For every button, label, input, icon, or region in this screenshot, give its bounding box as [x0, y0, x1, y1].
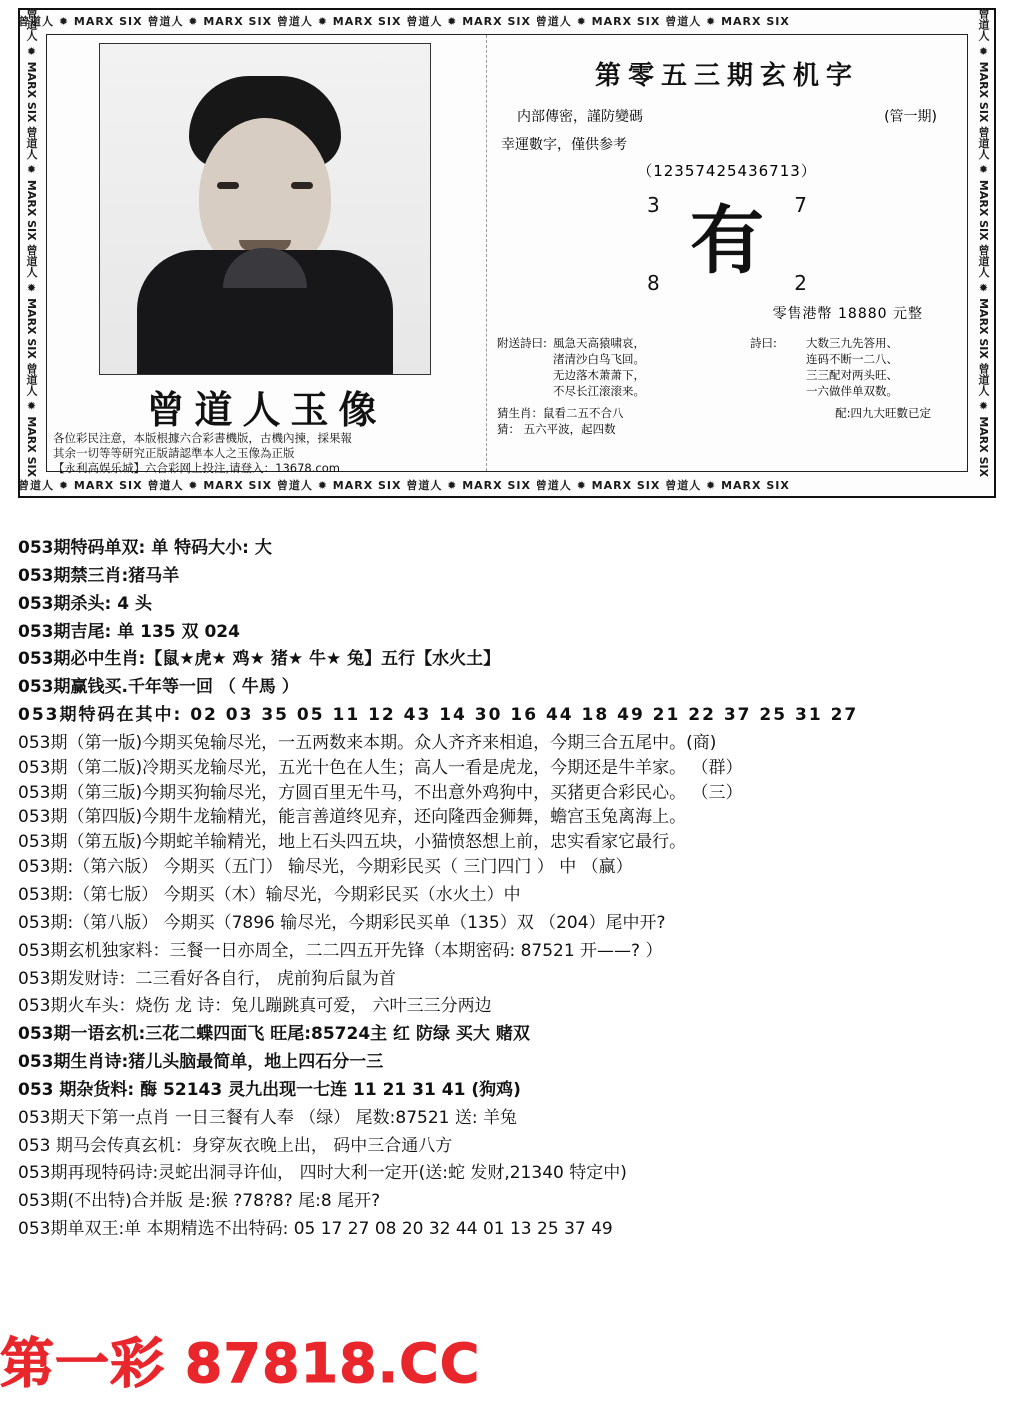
issue-subtitle-left: 内部傳密，謹防變碼	[517, 109, 643, 125]
poem-right-line-2: 连码不断一二八、	[806, 352, 898, 366]
poem-left	[497, 335, 750, 399]
lucky-numbers: （12357425436713）	[637, 162, 817, 180]
poem-left-line-3: 无边落木萧萧下，	[553, 368, 645, 382]
prediction-row: 053期一语玄机:三花二蝶四面飞 旺尾:85724主 红 防绿 买大 赌双	[18, 1024, 530, 1045]
poem-right-label: 詩曰:	[750, 336, 777, 350]
poem-left-line-4: 不尽长江滚滚来。	[553, 384, 645, 398]
guess-right-line-1: 配:四九大旺數已定	[835, 406, 931, 420]
glyph-number-bottom-right: 2	[794, 271, 807, 295]
prediction-row: 053期发财诗：二三看好各自行， 虎前狗后鼠为首	[18, 968, 396, 989]
prediction-row: 053期（第五版)今期蛇羊输精光，地上石头四五块，小猫愤怒想上前，忠实看家它最行。	[18, 832, 687, 853]
portrait-photo	[99, 43, 431, 375]
issue-title: 第零五三期玄机字	[594, 61, 859, 91]
prediction-row: 053期赢钱买.千年等一回 （ 牛馬 ）	[18, 677, 299, 698]
glyph-number-bottom-left: 8	[647, 271, 660, 295]
guess-right	[835, 405, 957, 437]
poster-left-notes	[53, 431, 482, 476]
prediction-row: 053期:（第六版） 今期买（五门） 输尽光，今期彩民买（ 三门四门 ） 中 （赢）	[18, 857, 633, 878]
prediction-row: 053期吉尾: 单 135 双 024	[18, 621, 240, 642]
prediction-row: 053期:（第七版） 今期买（木）输尽光，今期彩民买（水火土）中	[18, 884, 521, 905]
guess-left-line-1: 猜生肖：鼠看二五不合八	[497, 406, 624, 420]
poster-right-pane	[487, 35, 967, 471]
poem-left-line-2: 渚清沙白鸟飞回。	[553, 352, 645, 366]
poem-right-line-3: 三三配对两头旺、	[806, 368, 898, 382]
poster-left-pane	[47, 35, 487, 475]
poem-section	[497, 335, 957, 399]
poster-inner	[46, 34, 968, 475]
poem-left-label: 附送詩曰:	[497, 336, 547, 350]
poem-left-line-1: 風急天高猿啸哀，	[553, 336, 645, 350]
marquee-right: 曾道人 ✹ MARX SIX 曾道人 ✹ MARX SIX 曾道人 ✹ MARX SIX 曾道人 ✹ MARX SIX	[977, 8, 990, 478]
guess-section	[497, 405, 957, 437]
poem-left-lines	[553, 335, 645, 399]
mystic-character: 有	[690, 198, 764, 284]
prediction-list	[18, 540, 1003, 1249]
portrait-title: 曾道人玉像	[146, 387, 387, 432]
poem-right-line-1: 大数三九先答用、	[806, 336, 898, 350]
prediction-row: 053期（第二版)冷期买龙输尽光，五光十色在人生；高人一看是虎龙，今期还是牛羊家。 （群）	[18, 757, 743, 778]
glyph-box	[497, 185, 957, 301]
price-label: 零售港幣 18880 元整	[772, 306, 923, 322]
prediction-row: 053期(不出特)合并版 是:猴 ?78?8? 尾:8 尾开?	[18, 1191, 381, 1212]
lucky-line: 幸運數字，僅供参考	[501, 137, 627, 153]
poem-right-line-4: 一六做伴单双数。	[806, 384, 898, 398]
poem-right-lines	[806, 335, 898, 399]
marquee-left: 曾道人 ✹ MARX SIX 曾道人 ✹ MARX SIX 曾道人 ✹ MARX SIX 曾道人 ✹ MARX SIX	[25, 8, 38, 478]
prediction-row: 053 期杂货料: 酶 52143 灵九出现一七连 11 21 31 41 (狗鸡)	[18, 1079, 521, 1100]
prediction-row: 053期杀头: 4 头	[18, 593, 152, 614]
prediction-row: 053期天下第一点肖 一日三餐有人奉 （绿） 尾数:87521 送: 羊兔	[18, 1107, 518, 1128]
prediction-row: 053期:（第八版） 今期买（7896 输尽光，今期彩民买单（135）双 （204）尾中开?	[18, 912, 666, 933]
guess-left-line-2: 猜： 五六平波，起四数	[497, 422, 616, 436]
glyph-number-top-right: 7	[794, 193, 807, 217]
prediction-row: 053期（第四版)今期牛龙输精光，能言善道终见弃，还向隆西金狮舞，蟾宫玉兔离海上。	[18, 807, 687, 828]
note-line-3: 【永利高娱乐城】六合彩网上投注,请登入：13678.com	[53, 461, 340, 475]
prediction-row: 053期（第一版)今期买兔输尽光，一五两数来本期。众人齐齐来相追，今期三合五尾中。(商)	[18, 732, 717, 753]
note-line-2: 其余一切等等研究正版請認準本人之玉像為正版	[53, 446, 295, 460]
prediction-row: 053期火车头：烧伤 龙 诗：兔儿蹦跳真可爱， 六叶三三分两边	[18, 996, 492, 1017]
marquee-bottom: 曾道人 ✹ MARX SIX 曾道人 ✹ MARX SIX 曾道人 ✹ MARX SIX 曾道人 ✹ MARX SIX 曾道人 ✹ MARX SIX 曾道人 ✹ MARX SIX	[18, 479, 790, 492]
glyph-number-top-left: 3	[647, 193, 660, 217]
prediction-row: 053期单双王:单 本期精选不出特码: 05 17 27 08 20 32 44 01 13 25 37 49	[18, 1219, 613, 1240]
note-line-1: 各位彩民注意，本版根據六合彩書機版，古機內揀，採果報	[53, 431, 352, 445]
prediction-row: 053期禁三肖:猪马羊	[18, 565, 180, 586]
prediction-row: 053 期马会传真玄机：身穿灰衣晚上出， 码中三合通八方	[18, 1135, 453, 1156]
portrait-image	[100, 44, 430, 374]
issue-subtitle-right: (管一期)	[884, 109, 937, 125]
prediction-row: 053期（第三版)今期买狗输尽光，方圆百里无牛马，不出意外鸡狗中，买猪更合彩民心。 （三）	[18, 782, 743, 803]
poem-right	[750, 335, 957, 399]
poster-banner	[18, 8, 996, 498]
prediction-row: 053期特码在其中: 02 03 35 05 11 12 43 14 30 16 44 18 49 21 22 37 25 31 27	[18, 705, 859, 726]
prediction-row: 053期必中生肖:【鼠★虎★ 鸡★ 猪★ 牛★ 兔】五行【水火土】	[18, 649, 501, 670]
site-watermark: 第一彩 87818.CC	[0, 1332, 481, 1395]
prediction-row: 053期特码单双: 单 特码大小: 大	[18, 538, 272, 558]
guess-left	[497, 405, 624, 437]
marquee-top: 曾道人 ✹ MARX SIX 曾道人 ✹ MARX SIX 曾道人 ✹ MARX SIX 曾道人 ✹ MARX SIX 曾道人 ✹ MARX SIX 曾道人 ✹ MARX SIX	[18, 15, 790, 28]
portrait-eye-left	[217, 182, 239, 189]
prediction-row: 053期生肖诗:猪儿头脑最简单，地上四石分一三	[18, 1052, 384, 1073]
prediction-row: 053期玄机独家料：三餐一日亦周全，二二四五开先锋（本期密码: 87521 开——? ）	[18, 940, 663, 961]
portrait-eye-right	[291, 182, 313, 189]
issue-subtitle-row	[497, 106, 957, 126]
prediction-row: 053期再现特码诗:灵蛇出洞寻许仙， 四时大利一定开(送:蛇 发财,21340 特定中)	[18, 1163, 627, 1184]
